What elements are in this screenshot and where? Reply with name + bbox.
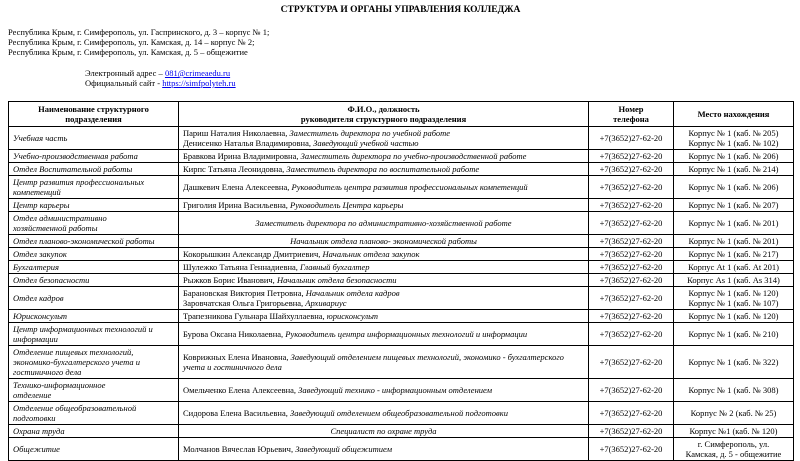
site-link[interactable]: https://simfpolyteh.ru [162, 78, 236, 88]
phone-cell: +7(3652)27-62-20 [589, 323, 674, 346]
fio-cell [179, 261, 589, 274]
location-cell: Корпус № 1 (каб. № 214) [674, 163, 794, 176]
fio-cell [179, 425, 589, 438]
email-link[interactable]: 081@crimeaedu.ru [164, 68, 231, 78]
person-line [183, 329, 584, 339]
fio-cell [179, 438, 589, 461]
person-name: Париш Наталия Николаевна, [183, 128, 290, 138]
location-cell: Корпус № 1 (каб. № 308) [674, 379, 794, 402]
table-row [9, 425, 794, 438]
person-name: Барановская Виктория Петровна, [183, 288, 306, 298]
person-name: Бурова Оксана Николаевна, [183, 329, 286, 339]
person-line [183, 218, 584, 228]
location-cell: Корпус № 1 (каб. № 120) [674, 310, 794, 323]
phone-cell: +7(3652)27-62-20 [589, 379, 674, 402]
person-name: Заровчатская Ольга Григорьевна, [183, 298, 306, 308]
person-line [183, 298, 584, 308]
unit-cell: Центр развития профессиональных компетенций [9, 176, 179, 199]
phone-cell: +7(3652)27-62-20 [589, 438, 674, 461]
person-position: Начальник отдела закупок [322, 249, 420, 259]
phone-cell: +7(3652)27-62-20 [589, 274, 674, 287]
person-position: Заместитель директора по административно-хозяйственной работе [255, 218, 512, 228]
phone-cell: +7(3652)27-62-20 [589, 402, 674, 425]
table-row [9, 199, 794, 212]
unit-cell: Отделение общеобразовательной подготовки [9, 402, 179, 425]
person-name: Коврижных Елена Ивановна, [183, 352, 291, 362]
header-row [9, 102, 794, 127]
fio-cell [179, 248, 589, 261]
phone-cell: +7(3652)27-62-20 [589, 425, 674, 438]
unit-cell: Юрисконсульт [9, 310, 179, 323]
table-row [9, 287, 794, 310]
person-position: Заместитель директора по учебной работе [289, 128, 451, 138]
person-line [183, 138, 584, 148]
person-position: Начальник отдела безопасности [276, 275, 397, 285]
person-line [183, 236, 584, 246]
person-position: Заведующий общежитием [295, 444, 393, 454]
phone-cell: +7(3652)27-62-20 [589, 235, 674, 248]
phone-cell: +7(3652)27-62-20 [589, 212, 674, 235]
person-line [183, 444, 584, 454]
person-position: Заведующий отделением пищевых технологий, экономико - бухгалтерского учета и гостиничного дела [183, 352, 564, 372]
fio-cell [179, 235, 589, 248]
person-position: Главный бухгалтер [300, 262, 370, 272]
location-cell: Корпус № 1 (каб. № 120) Корпус № 1 (каб. № 107) [674, 287, 794, 310]
head-cell: Ф.И.О., должность руководителя структурного подразделения [179, 102, 589, 127]
location-cell: Корпус №1 (каб. № 120) [674, 425, 794, 438]
fio-cell [179, 163, 589, 176]
phone-cell: +7(3652)27-62-20 [589, 261, 674, 274]
phone-cell: +7(3652)27-62-20 [589, 310, 674, 323]
person-line [183, 352, 584, 372]
head-cell: Номер телефона [589, 102, 674, 127]
person-name: Рыжков Борис Иванович, [183, 275, 277, 285]
person-position: Заведующий отделением общеобразовательной подготовки [290, 408, 508, 418]
person-line [183, 275, 584, 285]
person-name: Трапезникова Гульнара Шайхуллаевна, [183, 311, 327, 321]
person-position: Руководитель центра информационных технологий и информации [285, 329, 528, 339]
location-cell: Корпус № 1 (каб. № 217) [674, 248, 794, 261]
person-name: Сидорова Елена Васильевна, [183, 408, 290, 418]
person-position: Специалист по охране труда [330, 426, 437, 436]
person-line [183, 426, 584, 436]
person-position: Архивариус [305, 298, 347, 308]
fio-cell [179, 176, 589, 199]
fio-cell [179, 379, 589, 402]
table-row [9, 323, 794, 346]
table-row [9, 212, 794, 235]
table-row [9, 379, 794, 402]
fio-cell [179, 323, 589, 346]
table-row [9, 274, 794, 287]
location-cell: Корпус № 2 (каб. № 25) [674, 402, 794, 425]
location-cell: Корпус № 1 (каб. № 201) [674, 235, 794, 248]
person-name: Молчанов Вячеслав Юрьевич, [183, 444, 296, 454]
person-line [183, 288, 584, 298]
org-structure-table [8, 101, 794, 461]
location-cell: Корпус № 1 (каб. № 205) Корпус № 1 (каб. № 102) [674, 127, 794, 150]
unit-cell: Бухгалтерия [9, 261, 179, 274]
email-label: Электронный адрес – [85, 68, 165, 78]
person-name: Кокорышкин Александр Дмитриевич, [183, 249, 323, 259]
address-line: Республика Крым, г. Симферополь, ул. Гаспринского, д. 3 – корпус № 1; [8, 27, 270, 37]
location-cell: Корпус At 1 (каб. At 201) [674, 261, 794, 274]
phone-cell: +7(3652)27-62-20 [589, 176, 674, 199]
unit-cell: Отдел закупок [9, 248, 179, 261]
person-name: Бравкова Ирина Владимировна, [183, 151, 301, 161]
person-line [183, 249, 584, 259]
table-header [9, 102, 794, 127]
location-cell: Корпус № 1 (каб. № 201) [674, 212, 794, 235]
unit-cell: Учебная часть [9, 127, 179, 150]
head-cell: Наименование структурного подразделения [9, 102, 179, 127]
phone-cell: +7(3652)27-62-20 [589, 248, 674, 261]
person-line [183, 151, 584, 161]
person-position: Начальник отдела планово- экономической работы [290, 236, 477, 246]
person-name: Дашкевич Елена Алексеевна, [183, 182, 292, 192]
table-row [9, 248, 794, 261]
head-cell: Место нахождения [674, 102, 794, 127]
unit-cell: Охрана труда [9, 425, 179, 438]
fio-cell [179, 274, 589, 287]
unit-cell: Отдел Воспитательной работы [9, 163, 179, 176]
table-row [9, 235, 794, 248]
table-row [9, 127, 794, 150]
location-cell: Корпус № 1 (каб. № 210) [674, 323, 794, 346]
address-line: Республика Крым, г. Симферополь, ул. Камская, д. 5 – общежитие [8, 47, 248, 57]
address-line: Республика Крым, г. Симферополь, ул. Камская, д. 14 – корпус № 2; [8, 37, 255, 47]
person-line [183, 311, 584, 321]
unit-cell: Отдел планово-экономической работы [9, 235, 179, 248]
location-cell: г. Симферополь, ул. Камская, д. 5 - общежитие [674, 438, 794, 461]
table-row [9, 176, 794, 199]
unit-cell: Центр информационных технологий и информации [9, 323, 179, 346]
fio-cell [179, 150, 589, 163]
unit-cell: Отдел административно хозяйственной работы [9, 212, 179, 235]
phone-cell: +7(3652)27-62-20 [589, 199, 674, 212]
fio-cell [179, 212, 589, 235]
location-cell: Корпус As 1 (каб. As 314) [674, 274, 794, 287]
table-row [9, 150, 794, 163]
table-row [9, 402, 794, 425]
table-row [9, 163, 794, 176]
person-position: Заведующий технико - информационным отделением [298, 385, 493, 395]
site-label: Официальный сайт - [85, 78, 163, 88]
phone-cell: +7(3652)27-62-20 [589, 163, 674, 176]
table-body [9, 127, 794, 461]
email-line [85, 68, 793, 78]
fio-cell [179, 287, 589, 310]
table-row [9, 261, 794, 274]
page-title: СТРУКТУРА И ОРГАНЫ УПРАВЛЕНИЯ КОЛЛЕДЖА [280, 5, 521, 15]
unit-cell: Отдел кадров [9, 287, 179, 310]
unit-cell: Общежитие [9, 438, 179, 461]
person-name: Кирпс Татьяна Леонидовна, [183, 164, 287, 174]
person-position: Заведующий учебной частью [313, 138, 419, 148]
location-cell: Корпус № 1 (каб. № 206) [674, 150, 794, 163]
person-line [183, 408, 584, 418]
contacts-block [85, 68, 793, 88]
person-position: Начальник отдела кадров [305, 288, 400, 298]
person-position: юрисконсульт [326, 311, 379, 321]
fio-cell [179, 199, 589, 212]
location-cell: Корпус № 1 (каб. № 322) [674, 346, 794, 379]
fio-cell [179, 346, 589, 379]
person-name: Григолия Ирина Васильевна, [183, 200, 291, 210]
person-position: Заместитель директора по воспитательной работе [286, 164, 480, 174]
phone-cell: +7(3652)27-62-20 [589, 150, 674, 163]
person-line [183, 182, 584, 192]
table-row [9, 346, 794, 379]
person-line [183, 385, 584, 395]
site-line [85, 78, 793, 88]
person-name: Денисенко Наталья Владимировна, [183, 138, 314, 148]
person-line [183, 164, 584, 174]
person-position: Заместитель директора по учебно-производственной работе [300, 151, 527, 161]
fio-cell [179, 402, 589, 425]
unit-cell: Отделение пищевых технологий, экономико-бухгалтерского учета и гостиничного дела [9, 346, 179, 379]
location-cell: Корпус № 1 (каб. № 207) [674, 199, 794, 212]
table-row [9, 438, 794, 461]
person-name: Омельченко Елена Алексеевна, [183, 385, 299, 395]
table-row [9, 310, 794, 323]
phone-cell: +7(3652)27-62-20 [589, 127, 674, 150]
phone-cell: +7(3652)27-62-20 [589, 346, 674, 379]
person-line [183, 128, 584, 138]
location-cell: Корпус № 1 (каб. № 206) [674, 176, 794, 199]
phone-cell: +7(3652)27-62-20 [589, 287, 674, 310]
unit-cell: Технико-информационное отделение [9, 379, 179, 402]
person-line [183, 200, 584, 210]
fio-cell [179, 127, 589, 150]
unit-cell: Отдел безопасности [9, 274, 179, 287]
person-position: Руководитель центра развития профессиональных компетенций [291, 182, 528, 192]
unit-cell: Центр карьеры [9, 199, 179, 212]
address-block [8, 27, 793, 57]
person-name: Шулежко Татьяна Геннадиевна, [183, 262, 301, 272]
fio-cell [179, 310, 589, 323]
person-line [183, 262, 584, 272]
person-position: Руководитель Центра карьеры [290, 200, 404, 210]
unit-cell: Учебно-производственная работа [9, 150, 179, 163]
